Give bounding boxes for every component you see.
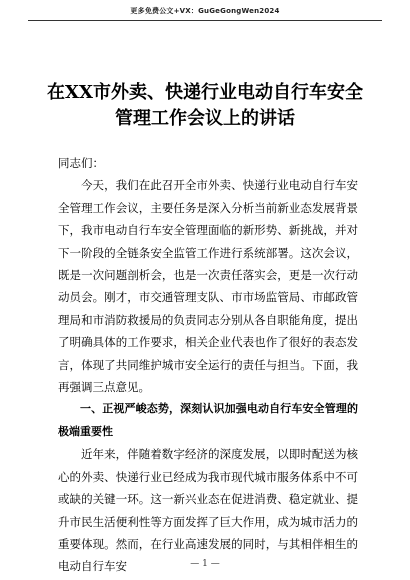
document-body [58,152,358,578]
title-line-1: 在XX市外卖、快递行业电动自行车安全 [47,82,363,103]
paragraph-intro: 今天，我们在此召开全市外卖、快递行业电动自行车安全管理工作会议，主要任务是深入分析当前新业态发展背景下，我市电动自行车安全管理面临的新形势、新挑战，并对下一阶段的全链条安全监管工作进行系统部署。这次会议，既是一次问题剖析会，也是一次责任落实会，更是一次行动动员会。刚才，市交通管理支队、市市场监管局、市邮政管理局和市消防救援局的负责同志分别从各自职能角度，提出了明确具体的工作要求，相关企业代表也作了很好的表态发言，体现了共同维护城市安全运行的责任与担当。下面，我再强调三点意见。 [58,178,358,395]
salutation: 同志们： [58,156,104,170]
document-title [40,80,370,132]
page-number: — 1 — [190,559,220,569]
title-line-2: 管理工作会议上的讲话 [115,108,295,129]
paragraph-section-1: 近年来，伴随着数字经济的深度发展，以即时配送为核心的外卖、快递行业已经成为我市现代城市服务体系中不可或缺的关键一环。这一新兴业态在促进消费、稳定就业、提升市民生活便利性等方面发挥了巨大作用，成为城市活力的重要体现。然而，在行业高速发展的同时，与其相伴相生的电动自行车安 [58,447,358,574]
header-note: 更多免费公文+VX：GuGeGongWen2024 [130,7,280,15]
section-heading-1: 一、正视严峻态势，深刻认识加强电动自行车安全管理的极端重要性 [58,402,358,438]
header-divider [28,20,382,21]
